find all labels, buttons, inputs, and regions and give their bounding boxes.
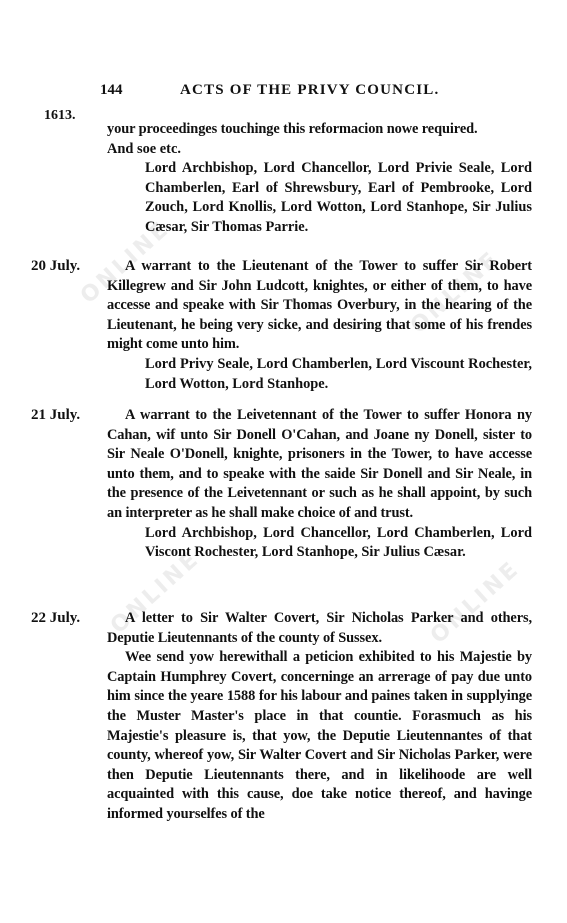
entry-date: 22 July. (31, 610, 81, 626)
signatories: Lord Archbishop, Lord Chancellor, Lord Chamberlen, Lord Viscont Rochester, Lord Stanhope, Sir Julius Cæsar. (145, 524, 532, 561)
entry-text: A warrant to the Lieutenant of the Tower to suffer Sir Robert Killegrew and Sir John Ludcott, knightes, or either of them, to have accesse and speake with Sir Thomas Overbury, in the hearing of the Lieutenant, he being very sicke, and desiring that some of his frendes might come unto him. (107, 258, 532, 353)
margin-year: 1613. (44, 108, 76, 123)
entry-date: 21 July. (31, 407, 81, 423)
entry-text: A warrant to the Leivetennant of the Tower to suffer Honora ny Cahan, wif unto Sir Donell O'Cahan, and Joane ny Donell, sister to Sir Neale O'Donell, knighte, prisoners in the Tower, to have accesse unto them, and to speake with the saide Sir Donell and Sir Neale, in the presence of the Leivetennant or such as he shall appoint, by such an interpreter as he shall make choice of and trust. (107, 407, 532, 521)
entry (107, 406, 532, 563)
running-title: ACTS OF THE PRIVY COUNCIL. (180, 82, 440, 98)
continuation-line: And soe etc. (107, 140, 181, 157)
signatories: Lord Privy Seale, Lord Chamberlen, Lord Viscount Rochester, Lord Wotton, Lord Stanhope. (145, 355, 532, 392)
continuation-block (107, 120, 532, 238)
continuation-line: your proceedinges touchinge this reformacion nowe required. (107, 121, 478, 137)
entry (107, 609, 532, 825)
entry-body: Wee send yow herewithall a peticion exhibited to his Majestie by Captain Humphrey Covert, concerninge an arrerage of pay due unto him since the yeare 1588 for his labour and paines taken in supplyinge the Muster Master's place in that countie. Forasmuch as his Majestie's pleasure is, that yow, the Deputie Lieutennantes of that county, whereof yow, Sir Walter Covert and Sir Nicholas Parker, were then Deputie Lieutennants there, and in likelihoode are well acquainted with this cause, doe take notice thereof, and havinge informed yourselfes of the (107, 649, 532, 822)
signatories: Lord Archbishop, Lord Chancellor, Lord Privie Seale, Lord Chamberlen, Earl of Shrewsbury, Earl of Pembrooke, Lord Zouch, Lord Knollis, Lord Wotton, Lord Stanhope, Sir Julius Cæsar, Sir Thomas Parrie. (145, 160, 532, 235)
entry (107, 257, 532, 394)
watermark: ONLINE (105, 546, 205, 639)
watermark: ONLINE (405, 246, 505, 339)
page-number: 144 (100, 82, 123, 98)
watermark: ONLINE (425, 556, 525, 649)
entry-date: 20 July. (31, 258, 81, 274)
entry-text: A letter to Sir Walter Covert, Sir Nicholas Parker and others, Deputie Lieutennants of the county of Sussex. (107, 610, 532, 646)
page-header (100, 82, 520, 104)
watermark: ONLINE (75, 216, 175, 309)
